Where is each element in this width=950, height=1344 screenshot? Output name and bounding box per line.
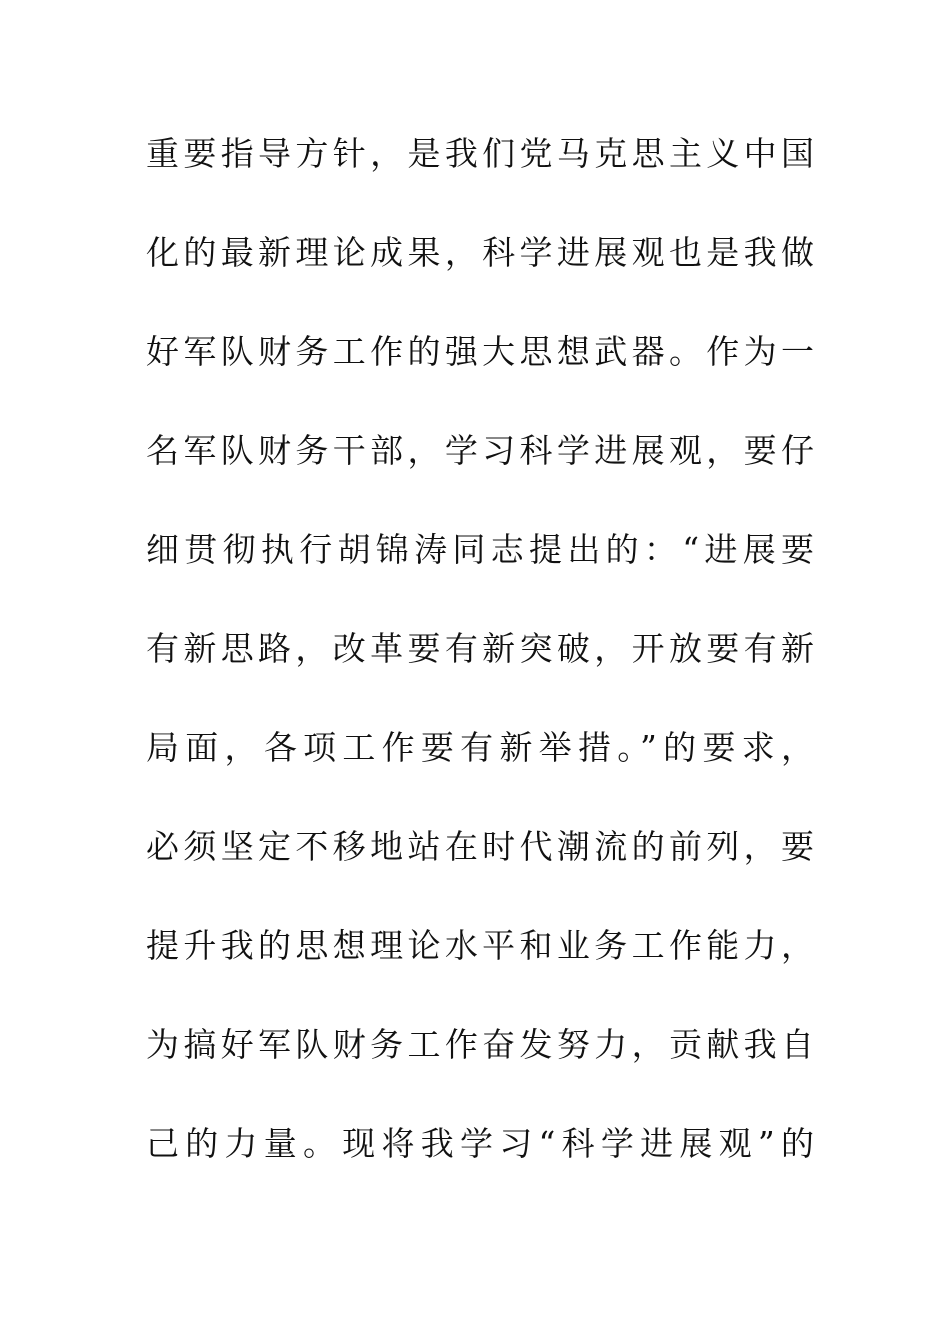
text-line: 必须坚定不移地站在时代潮流的前列，要 bbox=[146, 827, 814, 866]
text-line: 好军队财务工作的强大思想武器。作为一 bbox=[146, 332, 814, 371]
text-line: 重要指导方针，是我们党马克思主义中国 bbox=[146, 134, 814, 173]
text-line: 有新思路，改革要有新突破，开放要有新 bbox=[146, 629, 814, 668]
text-line: 提升我的思想理论水平和业务工作能力， bbox=[146, 926, 814, 965]
text-line: 为搞好军队财务工作奋发努力，贡献我自 bbox=[146, 1025, 814, 1064]
text-line: 细贯彻执行胡锦涛同志提出的：“进展要 bbox=[146, 530, 814, 569]
body-paragraph bbox=[146, 126, 814, 1215]
text-line: 局面，各项工作要有新举措。”的要求， bbox=[146, 728, 814, 767]
text-line: 化的最新理论成果，科学进展观也是我做 bbox=[146, 233, 814, 272]
text-line: 己的力量。现将我学习“科学进展观”的 bbox=[146, 1124, 814, 1163]
text-line: 名军队财务干部，学习科学进展观，要仔 bbox=[146, 431, 814, 470]
